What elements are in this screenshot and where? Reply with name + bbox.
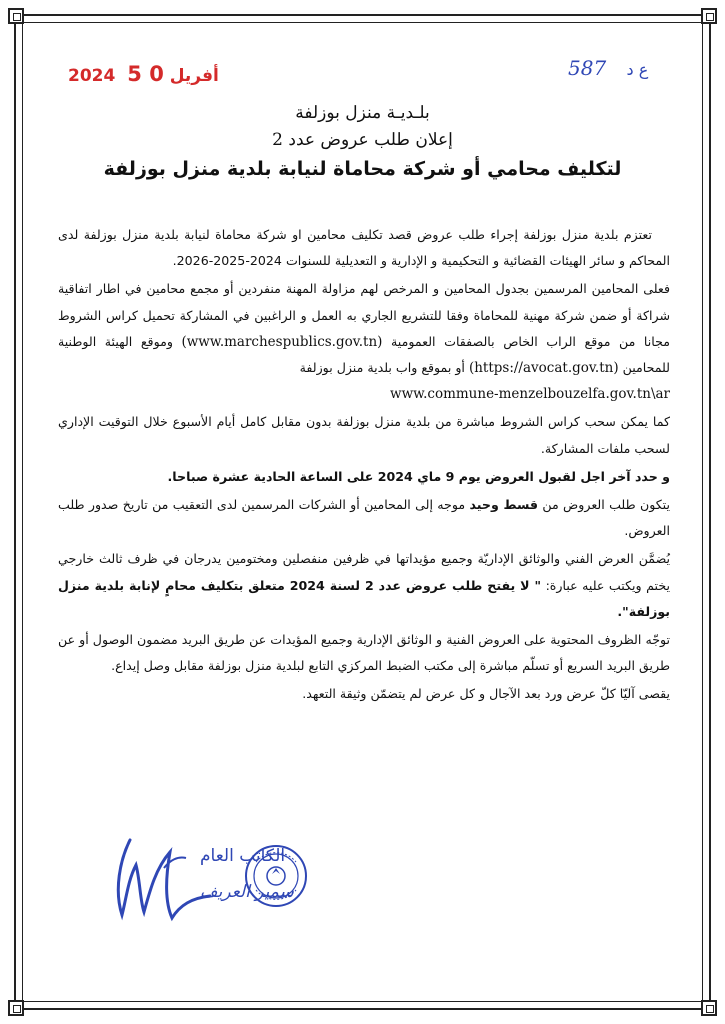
eligibility-text-2: وموقع الهيئة الوطنية للمحامين: [58, 333, 670, 376]
corner-ornament: [701, 1000, 717, 1016]
corner-ornament: [701, 8, 717, 24]
reference-number-value: 587: [568, 56, 607, 80]
paragraph-intro: تعتزم بلدية منزل بوزلفة إجراء طلب عروض قصد تكليف محامين او شركة محاماة لنيابة بلدية منزل بوزلفة لدى المحاكم و سائر الهيئات القضائية و التحكيمية و الإدارية و التعديلية للسنوات 2024-2025-2026.: [58, 227, 670, 269]
signatory-title: الكاتب العام: [200, 846, 286, 866]
corner-ornament: [8, 1000, 24, 1016]
paragraph-exclusion: يقصى آليّا كلّ عرض ورد بعد الآجال و كل عرض لم يتضمّن وثيقة التعهد.: [302, 686, 670, 702]
link-commune-website[interactable]: www.commune-menzelbouzelfa.gov.tn\ar: [390, 386, 670, 403]
paragraph-withdrawal: كما يمكن سحب كراس الشروط مباشرة من بلدية منزل بوزلفة بدون مقابل كامل أيام الأسبوع خلال التوقيت الإداري لسحب ملفات المشاركة.: [58, 414, 670, 456]
stamp-day: 0 5: [127, 62, 164, 86]
document-header: [60, 100, 665, 184]
stamp-month: أفريل: [169, 66, 219, 86]
signatory-name: سمير العريف: [200, 882, 294, 902]
municipality-name: بلـديـة منزل بوزلفة: [295, 103, 430, 123]
tender-announcement-title: إعلان طلب عروض عدد 2: [272, 130, 453, 150]
eligibility-text-3: أو بموقع واب بلدية منزل بوزلفة: [299, 360, 465, 376]
corner-ornament: [8, 8, 24, 24]
reference-prefix: ع د: [626, 60, 649, 79]
municipal-seal: [244, 844, 308, 908]
lot-text-2: موجه إلى المحامين أو الشركات المرسمين لدى التعقيب من تاريخ صدور طلب العروض.: [58, 497, 670, 539]
link-avocat[interactable]: (https://avocat.gov.tn): [468, 360, 619, 377]
paragraph-envelopes: [58, 546, 670, 625]
signature-block: [100, 820, 350, 930]
handwritten-signature: [100, 820, 220, 930]
envelopes-text: يُضمَّن العرض الفني والوثائق الإداريّة وجميع مؤيداتها في ظرفين منفصلين ومختومين يدرجان في ظرف ثالث خارجي يختم ويكتب عليه عبارة:: [58, 551, 670, 593]
lot-single: قسط وحيد: [469, 497, 539, 513]
paragraph-delivery: توجّه الظروف المحتوية على العروض الفنية و الوثائق الإدارية وجميع المؤيدات عن طريق البريد مضمون الوصول أو عن طريق البريد السريع أو تسلّم مباشرة إلى مكتب الضبط المركزي التابع لبلدية منزل بوزلفة مقابل وصل إيداع.: [58, 632, 670, 674]
paragraph-eligibility: [58, 276, 670, 407]
link-marchespublics[interactable]: (www.marchespublics.gov.tn): [181, 333, 383, 350]
paragraph-lot: [58, 492, 670, 544]
envelopes-label: " لا يفتح طلب عروض عدد 2 لسنة 2024 متعلق بتكليف محامٍ لإنابة بلدية منزل بوزلفة".: [58, 577, 670, 619]
announcement-body: [58, 222, 670, 710]
received-date-stamp: [68, 62, 219, 86]
tender-subject: لتكليف محامي أو شركة محاماة لنيابة بلدية منزل بوزلفة: [103, 158, 622, 180]
eligibility-text: فعلى المحامين المرسمين بجدول المحامين و المرخص لهم مزاولة المهنة منفردين أو مجمع محامين في اطار اتفاقية شراكة أو ضمن شركة مهنية للمحاماة وفقا للتشريع الجاري به العمل و الراغبين في المشاركة تحميل كراس الشروط مجانا من موقع الراب الخاص بالصفقات العمومية: [58, 281, 670, 349]
lot-text: يتكون طلب العروض من: [542, 497, 670, 513]
stamp-year: 2024: [68, 66, 116, 86]
reference-number: [568, 56, 648, 80]
paragraph-deadline: و حدد آخر اجل لقبول العروض يوم 9 ماي 2024 على الساعة الحادية عشرة صباحا.: [167, 468, 670, 484]
